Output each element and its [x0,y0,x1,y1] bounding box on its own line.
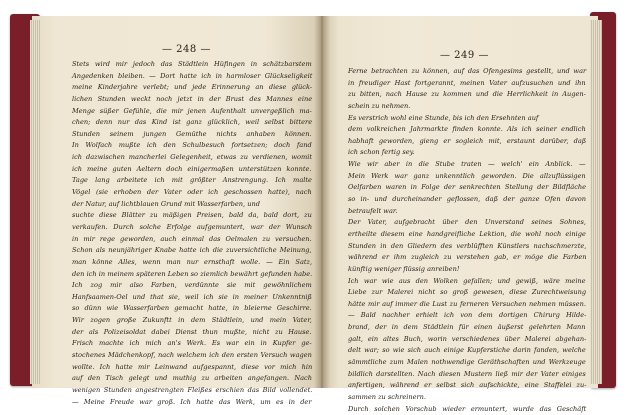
text-line: — Meine Freude war groß. Ich hatte das Werk, um es in der [72,397,312,406]
text-line: künftig weniger flüssig anreiben! [348,264,460,273]
text-line: man könne Alles, wenn man nur ernsthaft wolle. — Ein Satz, [72,257,313,266]
text-line: in mir rege geworden, auch einmal das Oelmalen zu versuchen. [72,234,312,243]
text-line: Durch solchen Vorschub wieder ermuntert, wurde das Geschäft [348,404,587,413]
text-line: ich meine guten Aeltern doch einigermaßen unterstützen konnte. [72,164,312,173]
text-line: sämmtliche zum Malen nothwendige Geräthschaften und Werkzeuge [348,358,586,367]
text-line: Der Vater, aufgebracht über den Unverstand seines Sohnes, [348,218,587,227]
text-line: Wir zogen große Zukunftt in dem Städtlein, und mein Vater, [72,316,312,325]
text-line: so in- und durcheinander geflossen, daß der ganze Ofen davon [348,195,586,204]
text-line: meine Kinderjahre verlebt; und jede Erinnerung an diese glück- [72,83,313,92]
right-page [322,16,598,413]
text-line: Frisch machte ich mich an's Werk. Es war ein in Kupfer ge- [72,339,312,348]
text-line: schein zu nehmen. [348,101,411,110]
page-number-left: — 248 — [162,44,211,55]
text-line: hätte mir auf immer die Lust zu ferneren Versuchen nehmen müssen. [348,299,586,308]
text-line: Ich zog mir also Farben, verdünnte sie mit gewöhnlichem [72,281,312,290]
text-line: Es verstrich wohl eine Stunde, bis ich den Ersehnten auf [348,113,539,122]
left-page-text [72,59,312,408]
right-page-text [348,66,586,415]
text-line: der als Polizeisoldat dabei Dienst thun mußte, nicht zu Hause. [72,327,312,336]
page-edges-right [590,20,602,384]
page-edges-left [30,20,40,384]
text-line: lichen Stunden weckt noch jetzt in der Brust des Mannes eine [72,94,313,103]
text-line: der Natur, auf lichtblauen Grund mit Wasserfarben, und [72,199,260,208]
page-number-right: — 249 — [440,50,489,61]
text-line: zu bitten, nach Hause zu kommen und die Herrlichkeit in Augen- [348,90,586,99]
text-line: Menge süßer Gefühle, die mir jenen Aufenthalt unvergeßlich ma- [72,106,312,115]
text-line: brand, der in dem Städtlein für einen äußerst gelehrten Mann [348,323,586,332]
text-line: Vögel (sie erhoben der Vater oder ich geschossen hatte), nach [72,188,312,197]
text-line: galt, ein altes Buch, worin verschiedenes über Malerei abgehan- [348,334,587,343]
text-line: auf den Tisch gelegt und muthig zu arbeiten angefangen. Nach [72,374,312,383]
text-line: Wie wir aber in die Stube traten — welch' ein Anblick. — [348,160,586,169]
text-line: In Wolfach mußte ich den Schulbesuch fortsetzen; doch fand [72,141,312,150]
text-line: wenigen Stunden angestrengten Fleißes erschien das Bild vollendet. [72,385,313,394]
text-line: Stunden seinem jungen Gemüthe nichts anhaben können. [72,129,312,138]
text-line: in freudiger Hast fortgerannt, meinen Vater aufzusuchen und ihn [348,78,586,87]
text-line: stochenes Mädchenkopf, nach welchem ich den ersten Versuch wagen [72,351,312,360]
text-line: Stets wird mir jedoch das Städtlein Hüfingen in schätzbarstem [72,60,312,68]
text-line: — Bald nachher erhielt ich von dem dortigen Chirurg Hilde- [348,311,587,320]
text-line: ich dazwischen mancherlei Gelegenheit, etwas zu verdienen, womit [72,153,313,162]
text-line: Schon als neunjähriger Knabe hatte ich die zuversichtliche Meinung, [72,246,312,255]
text-line: betraufelt war. [348,206,398,215]
text-line: bildlich darstellten. Nach diesen Mustern ließ mir der Vater einiges [348,369,586,378]
text-line: Ich war wie aus den Wolken gefallen; und gewiß, wäre meine [348,276,586,285]
text-line: anfertigen, während er selbst sich aufschickte, eine Staffelei zu- [348,381,587,390]
open-book [10,6,616,413]
left-page [32,16,322,406]
text-line: so dünn wie Wasserfarben gemacht hatte, in bleierne Geschirre. [72,304,312,313]
text-line: Ferne betrachten zu können, auf das Ofengesims gestellt, und war [348,67,587,75]
text-line: ich schon fertig sey. [348,148,415,157]
text-line: Tage lang arbeitete ich mit größter Anstrengung. Ich malte [72,176,312,185]
text-line: wollte. Ich hatte mir Leinwand aufgespannt, diese vor mich hin [72,362,313,371]
book-gutter [314,16,330,388]
text-line: sammen zu schreinern. [348,392,427,401]
text-line: delt war; so wie sich auch einige Kupferstiche darin fanden, welche [348,346,586,355]
text-line: Hanfsaamen-Oel und that sie, weil ich sie in meiner Unkenntniß [72,292,312,301]
text-line: suchte diese Blätter zu mäßigen Preisen, bald da, bald dort, zu [72,211,312,220]
text-line: während er ihm zugleich zu verstehen gab, er möge die Farben [348,253,587,262]
text-line: Mein Werk war ganz unkenntlich geworden. Die allzuflüssigen [348,171,586,180]
text-line: Stunden in den Gliedern des verblüfften Künstlers nachschmerzte, [348,241,587,250]
text-line: dem volkreichen Jahrmarkte finden konnte. Als ich seiner endlich [348,125,586,134]
text-line: den ich in meinem späteren Leben so ziemlich bewährt gefunden habe. [72,269,313,278]
text-line: habhaft geworden, gieng er sogleich mit, erstaunt darüber, daß [348,136,587,145]
text-line: verkaufen. Durch solche Erfolge aufgemuntert, war der Wunsch [72,222,313,231]
text-line: Liebe zur Malerei nicht so groß gewesen, diese Zurechtweisung [348,288,587,297]
text-line: Angedenken bleiben. — Dort hatte ich in harmloser Glückseligkeit [72,71,313,80]
text-line: ertheilte diesem eine handgreifliche Lektion, die wohl noch einige [348,229,586,238]
text-line: Oelfarben waren in Folge der senkrechten Stellung der Bildfläche [348,183,587,192]
text-line: chen; denn nur das Kind ist ganz glücklich, weil selbst bittere [72,118,313,127]
